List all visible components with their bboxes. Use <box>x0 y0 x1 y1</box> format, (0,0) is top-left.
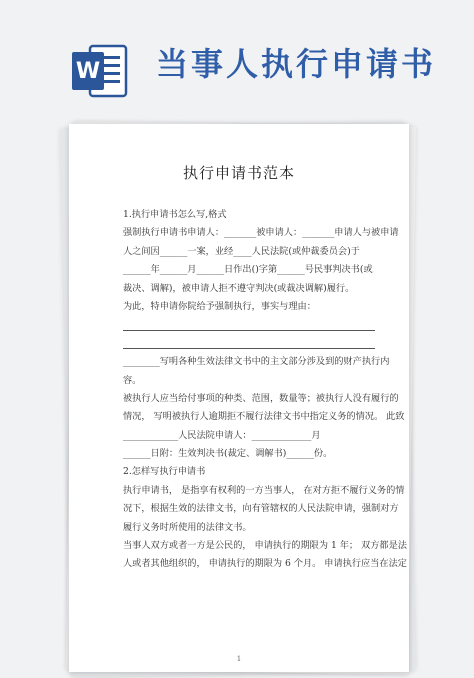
document-page <box>69 124 409 672</box>
body-line: 情况， 写明被执行人逾期拒不履行法律文书中指定义务的情况。 此致 <box>123 411 405 423</box>
word-icon-letter: W <box>75 59 101 84</box>
body-line: ________写明各种生效法律文书中的主文部分涉及到的财产执行内 <box>123 356 390 368</box>
body-line: 1.执行申请书怎么写,格式 <box>123 209 227 220</box>
body-line: ______年______月______日作出()字第______号民事判决书(或 <box>123 264 373 276</box>
blank-fill-line <box>123 316 375 334</box>
body-line: 人之间因______一案，业经____人民法院(或仲裁委员会)于 <box>123 245 360 257</box>
body-line: ______日附：生效判决书(裁定、调解书)______份。 <box>123 448 333 460</box>
body-line: 人或者其他组织的， 申请执行的期限为 6 个月。 申请执行应当在法定 <box>123 558 407 570</box>
body-line: ____________人民法院申请人：_____________月 <box>123 429 321 441</box>
document-title: 执行申请书范本 <box>182 164 295 182</box>
header-title: 当事人执行申请书 <box>156 45 437 83</box>
document-body <box>123 206 407 574</box>
body-line: 被执行人应当给付事项的种类、范围，数量等；被执行人没有履行的 <box>123 392 399 404</box>
body-line: 履行义务时所使用的法律文书。 <box>123 521 252 533</box>
page-number: 1 <box>236 655 242 663</box>
body-line: 当事人双方或者一方是公民的， 申请执行的期限为 1 年； 双方都是法 <box>123 540 407 552</box>
body-line: 执行申请书， 是指享有权利的一方当事人， 在对方拒不履行义务的情 <box>123 484 405 496</box>
word-document-icon <box>68 40 130 102</box>
header <box>0 0 474 112</box>
body-line: 强制执行申请书申请人：_______被申请人：_______申请人与被申请 <box>123 227 399 239</box>
body-line: 为此，特申请你院给予强制执行，事实与理由： <box>123 300 316 312</box>
blank-fill-line <box>123 335 375 353</box>
body-line: 容。 <box>123 374 142 386</box>
body-line: 2.怎样写执行申请书 <box>123 466 206 478</box>
body-line: 况下，根据生效的法律文书，向有管辖权的人民法院申请，强制对方 <box>123 503 399 515</box>
body-line: 裁决、调解)，被申请人拒不遵守判决(或裁决调解)履行。 <box>123 282 355 294</box>
